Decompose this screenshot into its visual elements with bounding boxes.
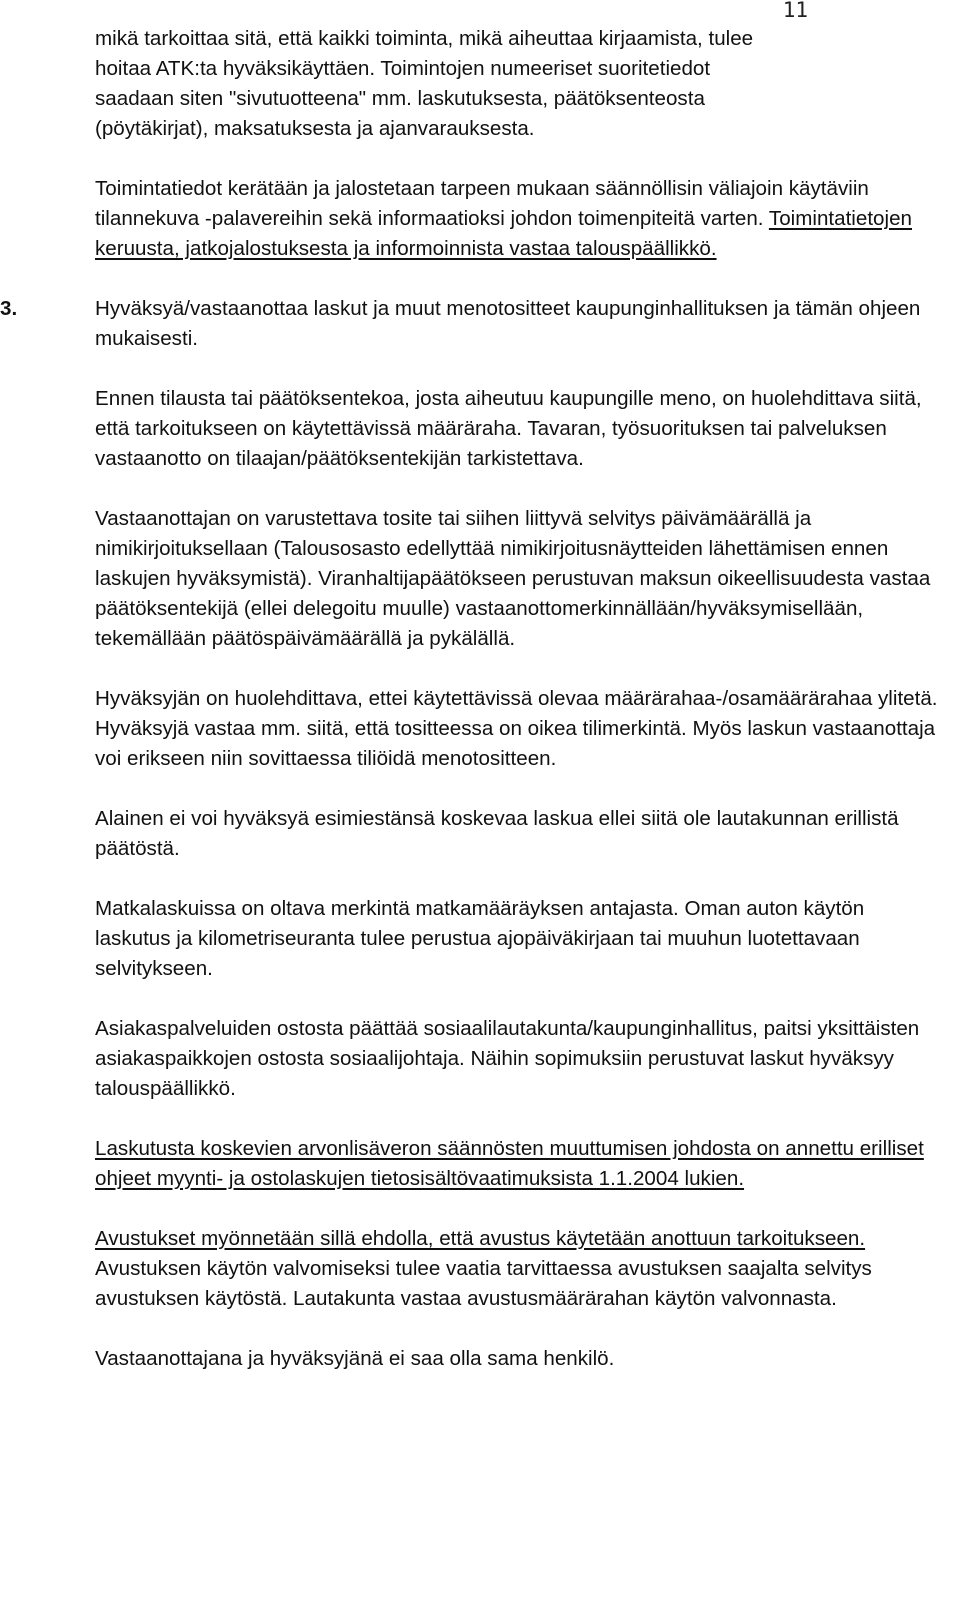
paragraph-same-person-rule: Vastaanottajana ja hyväksyjänä ei saa olla sama henkilö. xyxy=(95,1347,615,1370)
activity-data-text: Toimintatiedot kerätään ja jalostetaan tarpeen mukaan säännöllisin väliajoin käytäviin tilannekuva -palavereihin sekä informaatioksi johdon toimenpiteitä varten. xyxy=(95,177,869,230)
grants-monitoring: Avustuksen käytön valvomiseksi tulee vaatia tarvittaessa avustuksen saajalta selvitys avustuksen käytöstä. Lautakunta vastaa avustusmäärärahan käytön valvonnasta. xyxy=(95,1257,872,1310)
paragraph-subordinate: Alainen ei voi hyväksyä esimiestänsä koskevaa laskua ellei siitä ole lautakunnan erillistä päätöstä. xyxy=(95,807,899,860)
intro-line-3: saadaan siten "sivutuotteena" mm. laskutuksesta, päätöksenteosta xyxy=(95,87,705,110)
paragraph-grants xyxy=(95,1224,940,1314)
paragraph-travel-expenses: Matkalaskuissa on oltava merkintä matkamääräyksen antajasta. Oman auton käytön laskutus ja kilometriseuranta tulee perustua ajopäiväkirjaan tai muuhun luotettavaan selvitykseen. xyxy=(95,897,865,980)
paragraph-ordering: Ennen tilausta tai päätöksentekoa, josta aiheutuu kaupungille meno, on huolehdittava siitä, että tarkoitukseen on käytettävissä määräraha. Tavaran, työsuorituksen tai palveluksen vastaanotto on tilaajan/päätöksentekijän tarkistettava. xyxy=(95,387,922,470)
document-body xyxy=(0,24,940,1374)
paragraph-vat-rules: Laskutusta koskevien arvonlisäveron säännösten muuttumisen johdosta on annettu erilliset ohjeet myynti- ja ostolaskujen tietosisältövaatimuksista 1.1.2004 lukien. xyxy=(95,1137,924,1190)
intro-line-4: (pöytäkirjat), maksatuksesta ja ajanvarauksesta. xyxy=(95,117,535,140)
paragraph-approver: Hyväksyjän on huolehdittava, ettei käytettävissä olevaa määrärahaa-/osamäärärahaa ylitetä. Hyväksyjä vastaa mm. siitä, että tositteessa on oikea tilimerkintä. Myös laskun vastaanottaja voi erikseen niin sovittaessa tiliöidä menotositteen. xyxy=(95,687,938,770)
item-3-text: Hyväksyä/vastaanottaa laskut ja muut menotositteet kaupunginhallituksen ja tämän ohjeen mukaisesti. xyxy=(95,297,921,350)
intro-line-2: hoitaa ATK:ta hyväksikäyttäen. Toimintojen numeeriset suoritetiedot xyxy=(95,57,711,80)
paragraph-activity-data xyxy=(95,174,940,264)
numbered-item-3: 3. Hyväksyä/vastaanottaa laskut ja muut menotositteet kaupunginhallituksen ja tämän ohjeen mukaisesti. xyxy=(0,297,921,350)
activity-data-responsibility: Toimintatietojen keruusta, jatkojalostuksesta ja informoinnista vastaa talouspäällikkö. xyxy=(95,207,912,260)
intro-line-1: mikä tarkoittaa sitä, että kaikki toiminta, mikä aiheuttaa kirjaamista, tulee xyxy=(95,27,754,50)
grants-condition: Avustukset myönnetään sillä ehdolla, että avustus käytetään anottuun tarkoitukseen. xyxy=(95,1227,866,1250)
paragraph-intro xyxy=(95,24,940,144)
paragraph-customer-services: Asiakaspalveluiden ostosta päättää sosiaalilautakunta/kaupunginhallitus, paitsi yksittäisten asiakaspaikkojen ostosta sosiaalijohtaja. Näihin sopimuksiin perustuvat laskut hyväksyy talouspäällikkö. xyxy=(95,1017,920,1100)
paragraph-recipient: Vastaanottajan on varustettava tosite tai siihen liittyvä selvitys päivämäärällä ja nimikirjoituksellaan (Talousosasto edellyttää nimikirjoitusnäytteiden lähettämisen ennen laskujen hyväksymistä). Viranhaltijapäätökseen perustuvan maksun oikeellisuudesta vastaa päätöksentekijä (ellei delegoitu muulle) vastaanottomerkinnällään/hyväksymisellään, tekemällään päätöspäivämäärällä ja pykälällä. xyxy=(95,507,931,650)
page-number: 11 xyxy=(782,0,808,22)
